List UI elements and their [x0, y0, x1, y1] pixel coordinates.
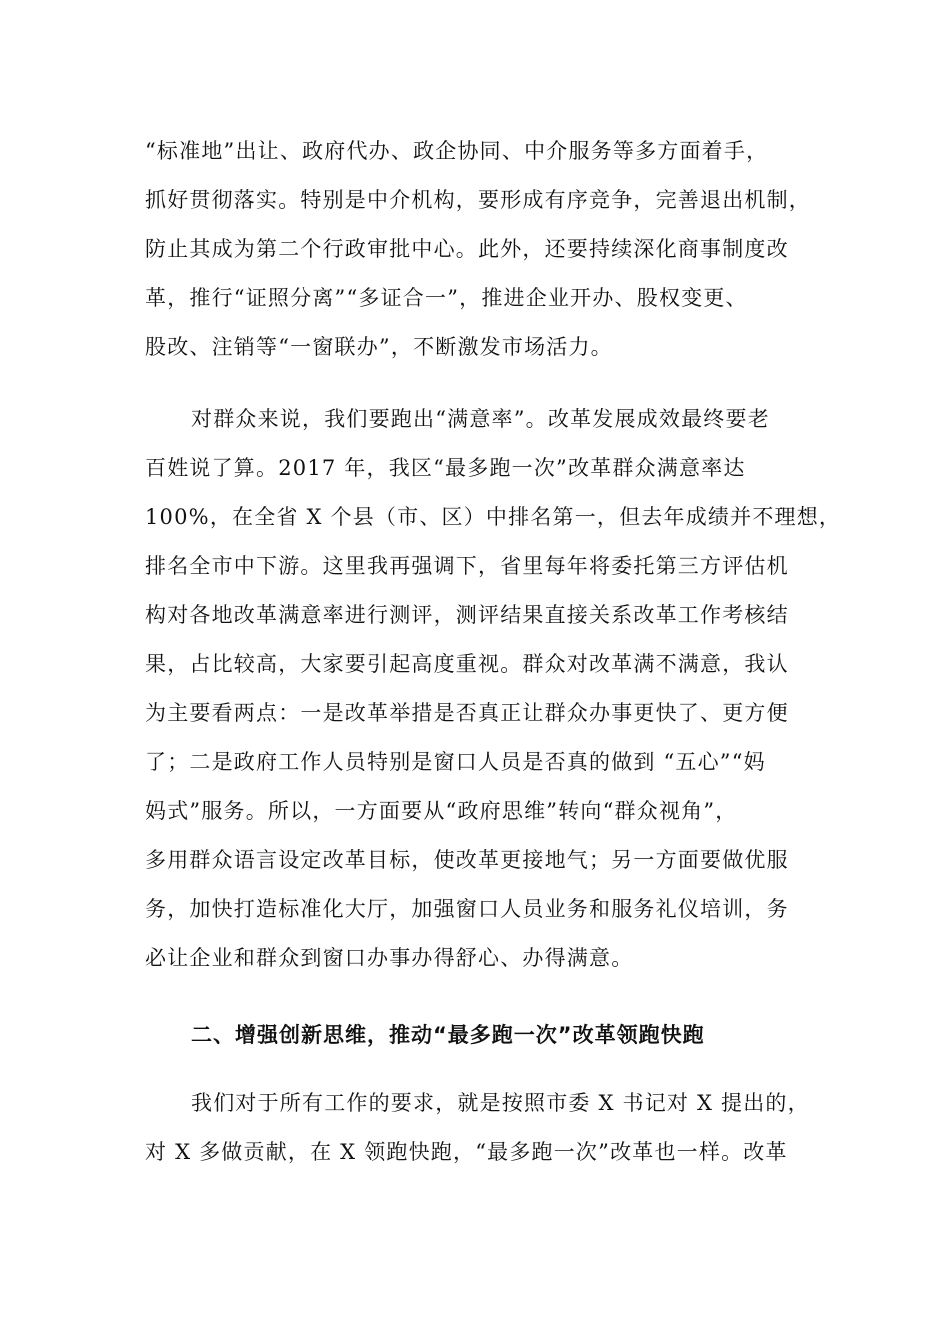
paragraph-line: 革，推行“证照分离”“多证合一”，推进企业开办、股权变更、	[145, 286, 748, 310]
paragraph-line: 务，加快打造标准化大厅，加强窗口人员业务和服务礼仪培训，务	[145, 897, 789, 921]
paragraph-line: 必让企业和群众到窗口办事办得舒心、办得满意。	[145, 946, 634, 970]
paragraph-line: 对 X 多做贡献，在 X 领跑快跑，“最多跑一次”改革也一样。改革	[145, 1140, 788, 1164]
paragraph-line: 构对各地改革满意率进行测评，测评结果直接关系改革工作考核结	[145, 603, 789, 627]
paragraph-line: 为主要看两点：一是改革举措是否真正让群众办事更快了、更方便	[145, 701, 789, 725]
heading-text: 二、增强创新思维，推动“最多跑一次”改革领跑快跑	[191, 1023, 705, 1047]
paragraph-line: 我们对于所有工作的要求，就是按照市委 X 书记对 X 提出的，	[191, 1091, 810, 1115]
paragraph-line: 对群众来说，我们要跑出“满意率”。改革发展成效最终要老	[191, 407, 770, 431]
paragraph-line: 排名全市中下游。这里我再强调下，省里每年将委托第三方评估机	[145, 554, 789, 578]
paragraph-line: “标准地”出让、政府代办、政企协同、中介服务等多方面着手，	[145, 139, 769, 163]
paragraph-line: 股改、注销等“一窗联办”，不断激发市场活力。	[145, 335, 613, 359]
paragraph-line: 100%，在全省 X 个县（市、区）中排名第一，但去年成绩并不理想，	[145, 505, 842, 529]
paragraph-line: 多用群众语言设定改革目标，使改革更接地气；另一方面要做优服	[145, 848, 789, 872]
paragraph-line: 百姓说了算。2017 年，我区“最多跑一次”改革群众满意率达	[145, 456, 746, 480]
paragraph-line: 果，占比较高，大家要引起高度重视。群众对改革满不满意，我认	[145, 652, 789, 676]
paragraph-line: 防止其成为第二个行政审批中心。此外，还要持续深化商事制度改	[145, 237, 789, 261]
paragraph-line: 了；二是政府工作人员特别是窗口人员是否真的做到 “五心”“妈	[145, 750, 766, 774]
paragraph-line: 抓好贯彻落实。特别是中介机构，要形成有序竞争，完善退出机制，	[145, 188, 811, 212]
paragraph-line: 妈式”服务。所以，一方面要从“政府思维”转向“群众视角”，	[145, 799, 738, 823]
